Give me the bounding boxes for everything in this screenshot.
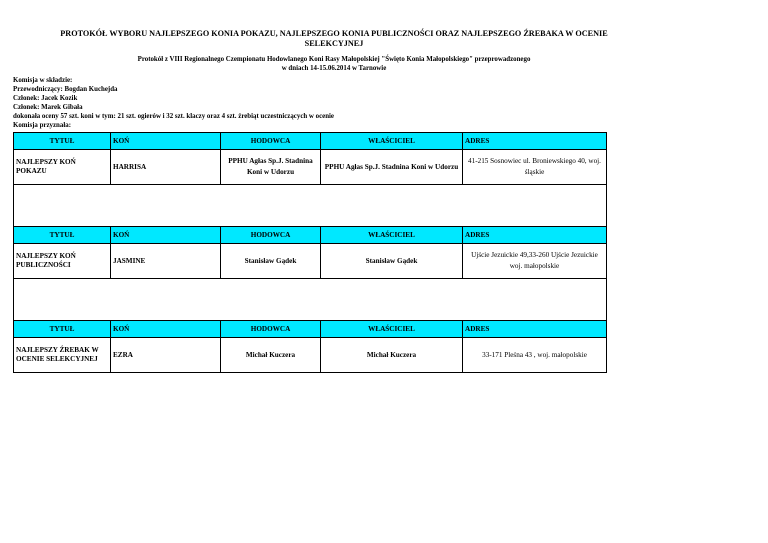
breeder: Stanisław Gądek (221, 244, 321, 279)
owner: PPHU Agłas Sp.J. Stadnina Koni w Udorzu (321, 150, 463, 185)
spacer-row (14, 185, 607, 227)
header-kon: KOŃ (111, 133, 221, 150)
subtitle-line-2: w dniach 14-15.06.2014 w Tarnowie (281, 65, 387, 72)
award-title: NAJLEPSZY ŹREBAK W OCENIE SELEKCYJNEJ (14, 338, 111, 373)
header-hodowca: HODOWCA (221, 321, 321, 338)
header-adres: ADRES (463, 227, 607, 244)
horse-name: HARRISA (111, 150, 221, 185)
address: Ujście Jezuickie 49,33-260 Ujście Jezuickie woj. małopolskie (463, 244, 607, 279)
spacer-cell (14, 279, 607, 321)
award-title: NAJLEPSZY KOŃ PUBLICZNOŚCI (14, 244, 111, 279)
horse-name: EZRA (111, 338, 221, 373)
award-title: NAJLEPSZY KOŃ POKAZU (14, 150, 111, 185)
header-kon: KOŃ (111, 227, 221, 244)
header-tytul: TYTUŁ (14, 321, 111, 338)
table-header-row (14, 133, 607, 150)
header-tytul: TYTUŁ (14, 133, 111, 150)
document-subtitle (40, 55, 628, 73)
header-kon: KOŃ (111, 321, 221, 338)
breeder: Michał Kuczera (221, 338, 321, 373)
commission-info (13, 76, 334, 130)
header-wlasciciel: WŁAŚCICIEL (321, 321, 463, 338)
meta-line: Komisja przyznała: (13, 122, 71, 129)
meta-line: Komisja w składzie: (13, 77, 73, 84)
meta-line: dokonała oceny 57 szt. koni w tym: 21 szt. ogierów i 32 szt. klaczy oraz 4 szt. źrebiąt uczestniczących w ocenie (13, 113, 334, 120)
table-row (14, 338, 607, 373)
header-hodowca: HODOWCA (221, 133, 321, 150)
awards-table (13, 132, 607, 373)
header-adres: ADRES (463, 133, 607, 150)
spacer-cell (14, 185, 607, 227)
header-wlasciciel: WŁAŚCICIEL (321, 133, 463, 150)
address: 41-215 Sosnowiec ul. Broniewskiego 40, woj. śląskie (463, 150, 607, 185)
table-header-row (14, 321, 607, 338)
spacer-row (14, 279, 607, 321)
meta-line: Członek: Jacek Kozik (13, 95, 78, 102)
meta-line: Przewodniczący: Bogdan Kuchejda (13, 86, 118, 93)
header-wlasciciel: WŁAŚCICIEL (321, 227, 463, 244)
owner: Stanisław Gądek (321, 244, 463, 279)
header-tytul: TYTUŁ (14, 227, 111, 244)
meta-line: Członek: Marek Gibała (13, 104, 83, 111)
subtitle-line-1: Protokół z VIII Regionalnego Czempionatu Hodowlanego Koni Rasy Małopolskiej "Święto Konia Małopolskiego" przeprowadzonego (137, 56, 531, 63)
header-hodowca: HODOWCA (221, 227, 321, 244)
horse-name: JASMINE (111, 244, 221, 279)
table-row (14, 150, 607, 185)
owner: Michał Kuczera (321, 338, 463, 373)
table-row (14, 244, 607, 279)
address: 33-171 Pleśna 43 , woj. małopolskie (463, 338, 607, 373)
header-adres: ADRES (463, 321, 607, 338)
breeder: PPHU Agłas Sp.J. Stadnina Koni w Udorzu (221, 150, 321, 185)
document-title: PROTOKÓŁ WYBORU NAJLEPSZEGO KONIA POKAZU, NAJLEPSZEGO KONIA PUBLICZNOŚCI ORAZ NAJLEPSZEGO ŹREBAKA W OCENIE SELEKCYJNEJ (60, 29, 608, 48)
table-header-row (14, 227, 607, 244)
